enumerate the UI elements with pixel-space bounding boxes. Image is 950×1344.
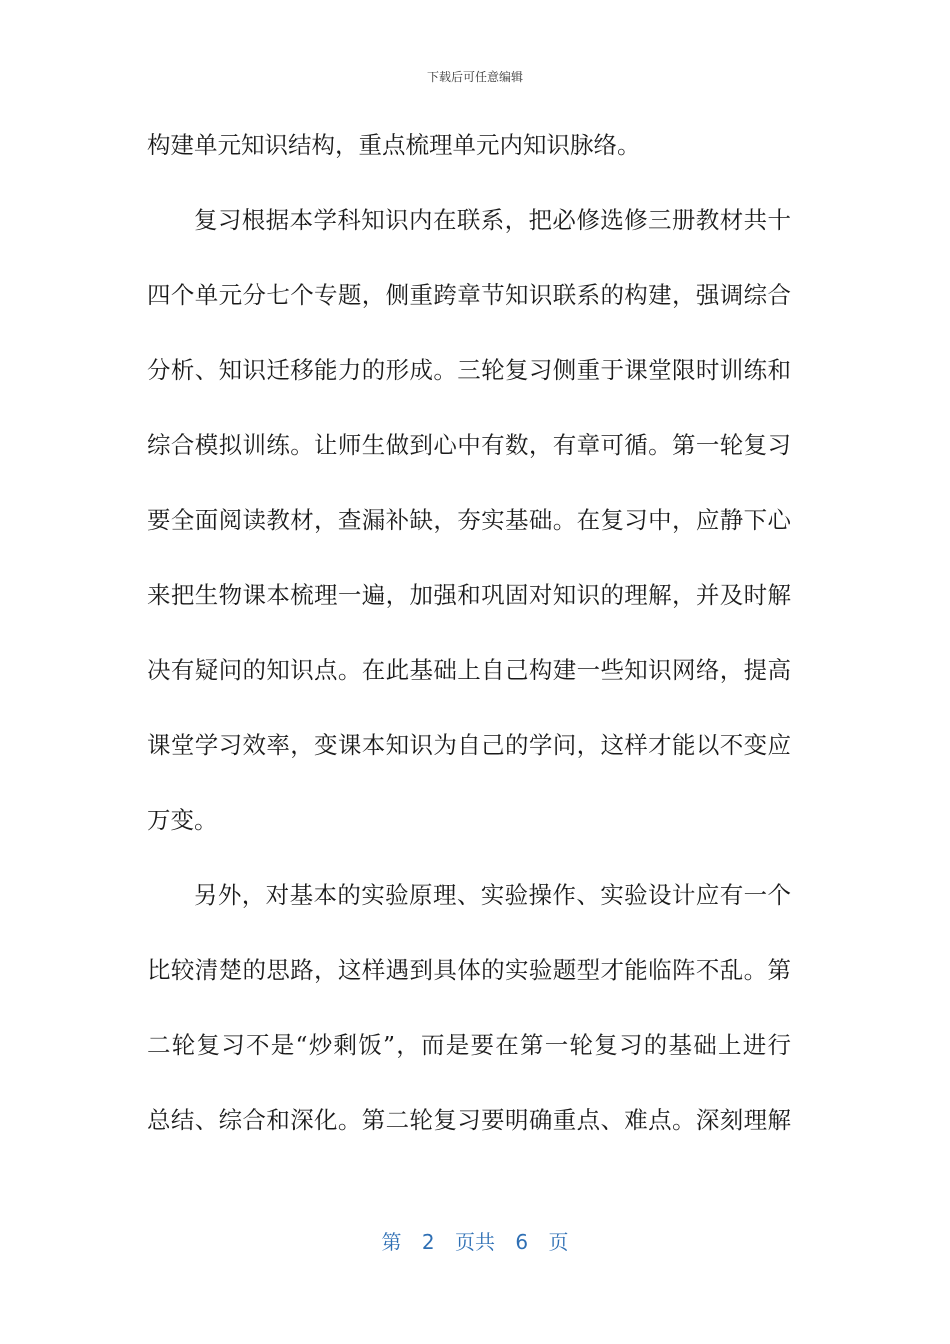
body-line: 构建单元知识结构，重点梳理单元内知识脉络。 <box>147 131 641 159</box>
body-line: 分析、知识迁移能力的形成。三轮复习侧重于课堂限时训练和 <box>147 356 791 384</box>
body-line: 另外，对基本的实验原理、实验操作、实验设计应有一个 <box>194 881 791 909</box>
body-line: 综合模拟训练。让师生做到心中有数，有章可循。第一轮复习 <box>147 431 791 459</box>
body-line: 比较清楚的思路，这样遇到具体的实验题型才能临阵不乱。第 <box>147 956 791 984</box>
page-footer <box>0 1226 950 1255</box>
body-line: 四个单元分七个专题，侧重跨章节知识联系的构建，强调综合 <box>147 281 791 309</box>
body-line: 复习根据本学科知识内在联系，把必修选修三册教材共十 <box>194 206 791 234</box>
footer-suffix: 页 <box>548 1230 569 1254</box>
footer-prefix: 第 <box>381 1230 402 1254</box>
body-line: 要全面阅读教材，查漏补缺，夯实基础。在复习中，应静下心 <box>147 506 791 534</box>
body-line: 决有疑问的知识点。在此基础上自己构建一些知识网络，提高 <box>147 656 791 684</box>
header-text: 下载后可任意编辑 <box>426 70 523 84</box>
body-line: 二轮复习不是“炒剩饭”，而是要在第一轮复习的基础上进行 <box>147 1031 791 1059</box>
footer-total-pages: 6 <box>515 1230 529 1254</box>
footer-middle: 页共 <box>455 1230 495 1254</box>
body-text <box>147 130 791 1180</box>
footer-page-number: 2 <box>421 1230 435 1254</box>
body-line: 万变。 <box>147 806 218 834</box>
body-line: 来把生物课本梳理一遍，加强和巩固对知识的理解，并及时解 <box>147 581 791 609</box>
body-line: 课堂学习效率，变课本知识为自己的学问，这样才能以不变应 <box>147 731 791 759</box>
page-header <box>0 68 950 85</box>
body-line: 总结、综合和深化。第二轮复习要明确重点、难点。深刻理解 <box>147 1106 791 1134</box>
